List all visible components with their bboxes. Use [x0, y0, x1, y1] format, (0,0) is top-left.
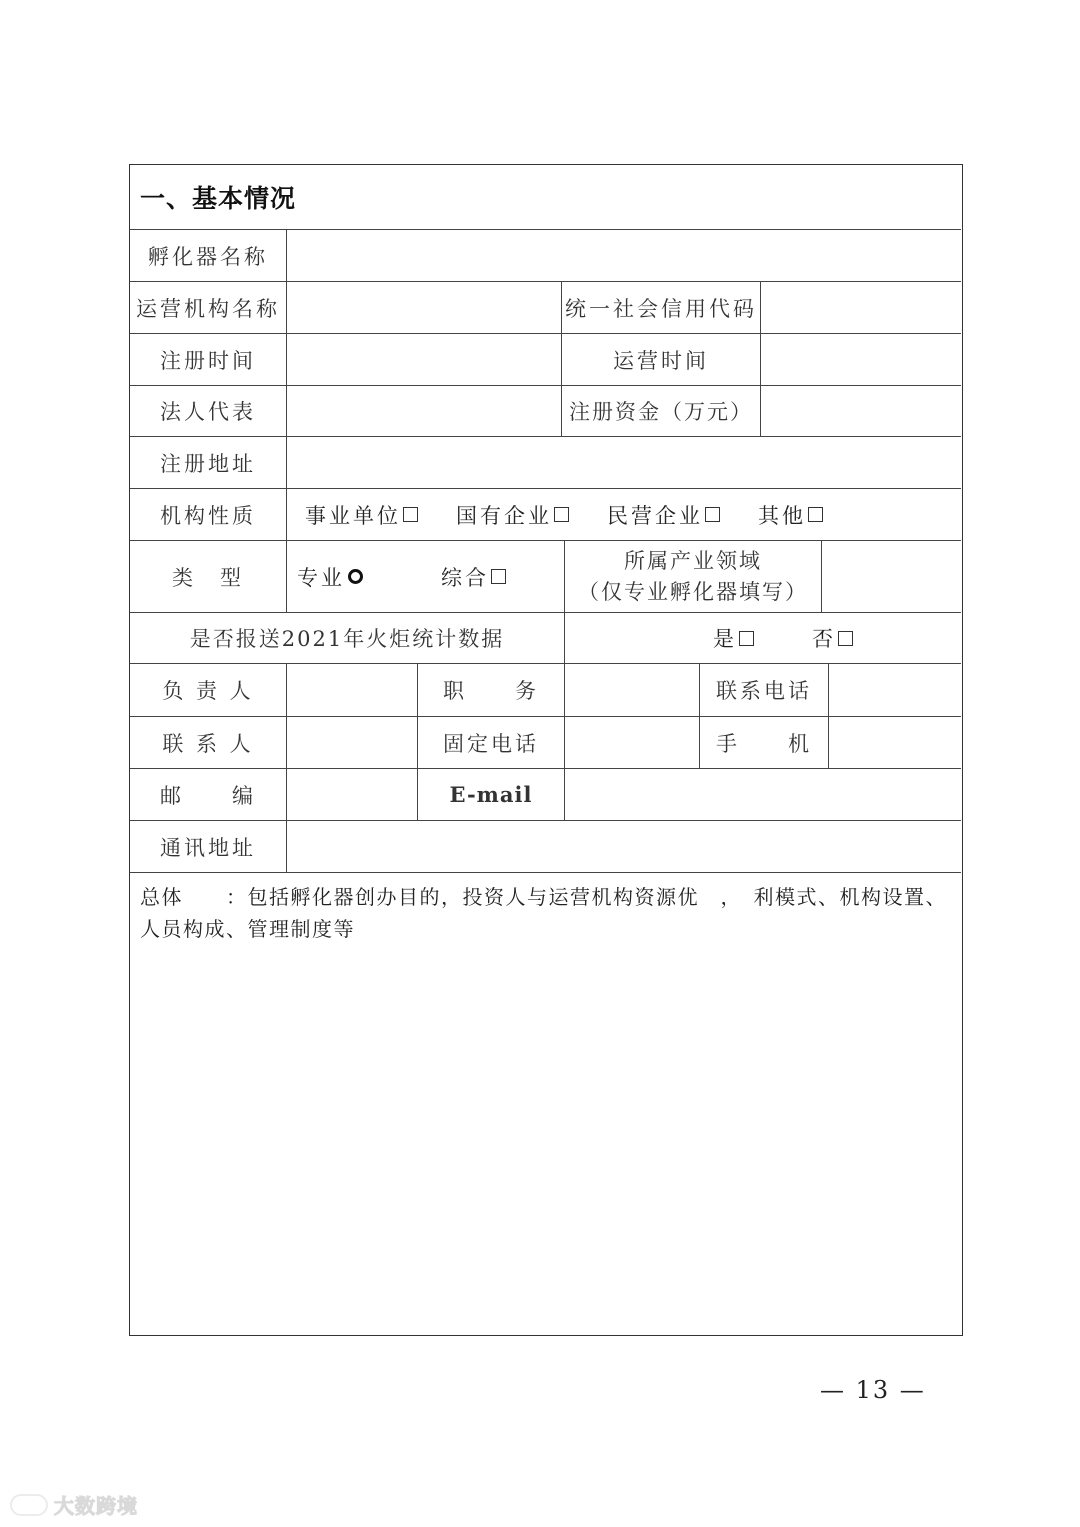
label-org-nature: 机构性质: [130, 489, 287, 541]
type-options: [287, 541, 565, 613]
radio-selected-icon[interactable]: [348, 569, 363, 584]
label-landline: 固定电话: [418, 717, 565, 769]
option-state-owned[interactable]: 国有企业: [456, 500, 569, 530]
label-legal-rep: 法人代表: [130, 386, 287, 437]
field-postcode[interactable]: [287, 769, 418, 821]
field-register-address[interactable]: [287, 437, 961, 489]
option-comprehensive[interactable]: 综合: [441, 562, 506, 592]
watermark: [10, 1490, 138, 1519]
option-other[interactable]: 其他: [758, 500, 823, 530]
field-email[interactable]: [565, 769, 961, 821]
field-legal-rep[interactable]: [287, 386, 562, 437]
checkbox-icon[interactable]: [403, 507, 418, 522]
field-contact-person[interactable]: [287, 717, 418, 769]
checkbox-icon[interactable]: [739, 631, 754, 646]
label-mobile: 手 机: [700, 717, 829, 769]
page-number: — 13 —: [820, 1376, 926, 1404]
field-contact-phone[interactable]: [829, 664, 961, 717]
label-register-address: 注册地址: [130, 437, 287, 489]
label-credit-code: 统一社会信用代码: [562, 282, 761, 334]
section-title: 一、基本情况: [130, 165, 961, 230]
label-principal: 负 责 人: [130, 664, 287, 717]
checkbox-icon[interactable]: [838, 631, 853, 646]
field-operate-time[interactable]: [761, 334, 961, 386]
field-principal[interactable]: [287, 664, 418, 717]
org-nature-options: [287, 489, 961, 541]
label-operate-time: 运营时间: [562, 334, 761, 386]
report-options: [565, 613, 961, 664]
field-landline[interactable]: [565, 717, 700, 769]
field-mail-address[interactable]: [287, 821, 961, 873]
watermark-logo-icon: [10, 1494, 48, 1516]
field-mobile[interactable]: [829, 717, 961, 769]
option-no[interactable]: 否: [812, 623, 853, 653]
checkbox-icon[interactable]: [491, 569, 506, 584]
label-contact-person: 联 系 人: [130, 717, 287, 769]
option-yes[interactable]: 是: [713, 623, 754, 653]
field-register-time[interactable]: [287, 334, 562, 386]
summary-line-2: 人员构成、管理制度等: [140, 917, 355, 941]
label-operator-name: 运营机构名称: [130, 282, 287, 334]
label-type: 类 型: [130, 541, 287, 613]
field-credit-code[interactable]: [761, 282, 961, 334]
watermark-text: 大数跨境: [54, 1494, 138, 1518]
field-register-capital[interactable]: [761, 386, 961, 437]
field-position[interactable]: [565, 664, 700, 717]
label-mail-address: 通讯地址: [130, 821, 287, 873]
summary-line-1: 总体 ：包括孵化器创办目的，投资人与运营机构资源优 ， 利模式、机构设置、: [140, 885, 947, 909]
option-specialized[interactable]: 专业: [297, 562, 363, 592]
label-email: E-mail: [418, 769, 565, 821]
label-postcode: 邮 编: [130, 769, 287, 821]
option-public-institution[interactable]: 事业单位: [305, 500, 418, 530]
label-register-time: 注册时间: [130, 334, 287, 386]
field-incubator-name[interactable]: [287, 230, 961, 282]
basic-info-form: [129, 164, 963, 1336]
label-contact-phone: 联系电话: [700, 664, 829, 717]
option-private[interactable]: 民营企业: [607, 500, 720, 530]
label-incubator-name: 孵化器名称: [130, 230, 287, 282]
label-report-torch: 是否报送2021年火炬统计数据: [130, 613, 565, 664]
checkbox-icon[interactable]: [554, 507, 569, 522]
field-industry-field[interactable]: [822, 541, 961, 613]
checkbox-icon[interactable]: [705, 507, 720, 522]
label-register-capital: 注册资金（万元）: [562, 386, 761, 437]
label-industry-field: 所属产业领域 （仅专业孵化器填写）: [565, 541, 822, 613]
label-position: 职 务: [418, 664, 565, 717]
field-operator-name[interactable]: [287, 282, 562, 334]
summary-textarea[interactable]: [130, 873, 961, 945]
checkbox-icon[interactable]: [808, 507, 823, 522]
